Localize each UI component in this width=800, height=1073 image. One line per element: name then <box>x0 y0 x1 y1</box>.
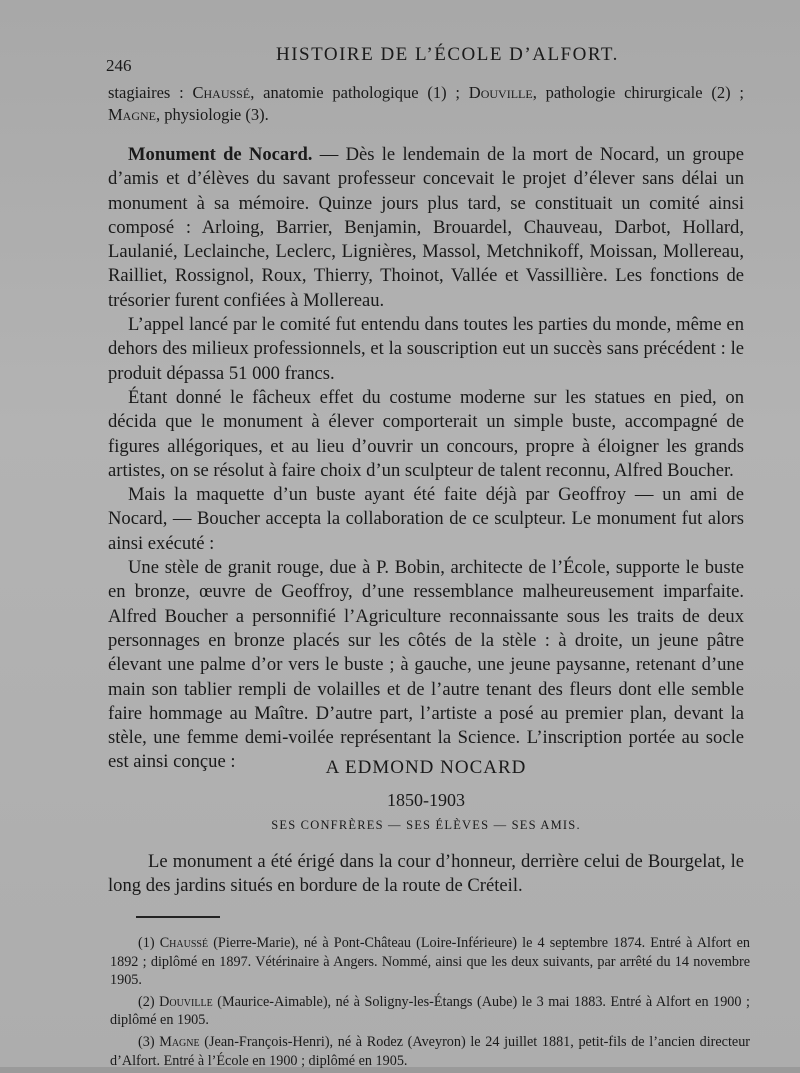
footnote-3 <box>110 1033 750 1070</box>
closing-text: Le monument a été érigé dans la cour d’honneur, derrière celui de Bourgelat, le long des jardins situés en bordure de la route de Créteil. <box>108 851 744 897</box>
inscription-name: A EDMOND NOCARD <box>325 757 527 778</box>
paragraph-3: Étant donné le fâcheux effet du costume moderne sur les statues en pied, on décida que le monument à élever comporterait un simple buste, accompagné de figures allégoriques, et au lieu d’ouvrir un concours, propre à éloigner les grands artistes, on se résolut à faire choix d’un sculpteur de talent reconnu, Alfred Boucher. <box>108 386 744 481</box>
footnote-divider <box>136 916 220 918</box>
running-title: HISTOIRE DE L’ÉCOLE D’ALFORT. <box>276 44 619 65</box>
footnote-name: Magne <box>159 1033 200 1050</box>
name-douville: Douville <box>468 83 533 102</box>
intro-text-1: stagiaires : <box>108 83 193 102</box>
intro-line <box>108 82 744 126</box>
page-number: 246 <box>106 56 132 75</box>
page-header <box>106 44 740 75</box>
inscription-dedication: SES CONFRÈRES — SES ÉLÈVES — SES AMIS. <box>271 818 581 832</box>
intro-text-3: , pathologie chirurgicale (2) ; <box>532 83 744 102</box>
main-body <box>108 143 744 775</box>
paragraph-5: Une stèle de granit rouge, due à P. Bobin, architecte de l’École, supporte le buste en bronze, œuvre de Geoffroy, d’une ressemblance malheureusement imparfaite. Alfred Boucher a personnifié l’Agriculture reconnaissante sous les traits de deux personnages en bronze placés sur les côtés de la stèle : à droite, un jeune pâtre élevant une palme d’or vers le buste ; à gauche, une jeune paysanne, retenant d’une main son tablier rempli de volailles et de l’autre tenant des fleurs dont elle semble faire hommage au Maître. D’autre part, l’artiste a posé au premier plan, devant la stèle, une femme demi-voilée représentant la Science. L’inscription portée au socle est ainsi conçue : <box>108 557 744 773</box>
name-chausse: Chaussé <box>192 83 251 102</box>
intro-text-4: , physiologie (3). <box>156 105 269 124</box>
footnote-name: Douville <box>159 993 213 1010</box>
footnote-mark: (1) <box>138 935 160 951</box>
paragraph-1 <box>108 143 744 313</box>
footnote-2 <box>110 993 750 1030</box>
footnotes <box>110 934 750 1073</box>
footnote-text: (Jean-François-Henri), né à Rodez (Aveyron) le 24 juillet 1881, petit-fils de l’ancien directeur d’Alfort. Entré à l’École en 1900 ; diplômé en 1905. <box>110 1033 751 1069</box>
intro-text-2: , anatomie pathologique (1) ; <box>250 83 469 102</box>
footnote-text: (Maurice-Aimable), né à Soligny-les-Étangs (Aube) le 3 mai 1883. Entré à Alfort en 1900 ; diplômé en 1905. <box>110 993 750 1029</box>
section-heading: Monument de Nocard. <box>128 144 313 165</box>
closing-paragraph <box>108 850 744 899</box>
paragraph-4: Mais la maquette d’un buste ayant été faite déjà par Geoffroy — un ami de Nocard, — Boucher accepta la collaboration de ce sculpteur. Le monument fut alors ainsi exécuté : <box>108 484 744 554</box>
footnote-1 <box>110 934 750 990</box>
footnote-text: (Pierre-Marie), né à Pont-Château (Loire-Inférieure) le 4 septembre 1874. Entré à Alfort en 1892 ; diplômé en 1897. Vétérinaire à Angers. Nommé, ainsi que les deux suivants, par arrêté du 14 novembre 1905. <box>110 935 750 989</box>
footnote-mark: (2) <box>138 993 160 1010</box>
inscription-dates: 1850-1903 <box>387 790 465 810</box>
footnote-mark: (3) <box>138 1033 160 1050</box>
paragraph-1-text: — Dès le lendemain de la mort de Nocard, un groupe d’amis et d’élèves du savant professeur concevait le projet d’élever sans délai un monument à sa mémoire. Quinze jours plus tard, se constituait un comité ainsi composé : Arloing, Barrier, Benjamin, Brouardel, Chauveau, Darbot, Hollard, Laulanié, Leclainche, Leclerc, Lignières, Massol, Metchnikoff, Moissan, Mollereau, Railliet, Rossignol, Roux, Thierry, Thoinot, Vallée et Vassillière. Les fonctions de trésorier furent confiées à Mollereau. <box>108 144 744 311</box>
footnote-name: Chaussé <box>159 935 209 951</box>
name-magne: Magne <box>108 105 156 124</box>
paragraph-2: L’appel lancé par le comité fut entendu dans toutes les parties du monde, même en dehors des milieux professionnels, et la souscription eut un succès sans précédent : le produit dépassa 51 000 francs. <box>108 314 744 384</box>
